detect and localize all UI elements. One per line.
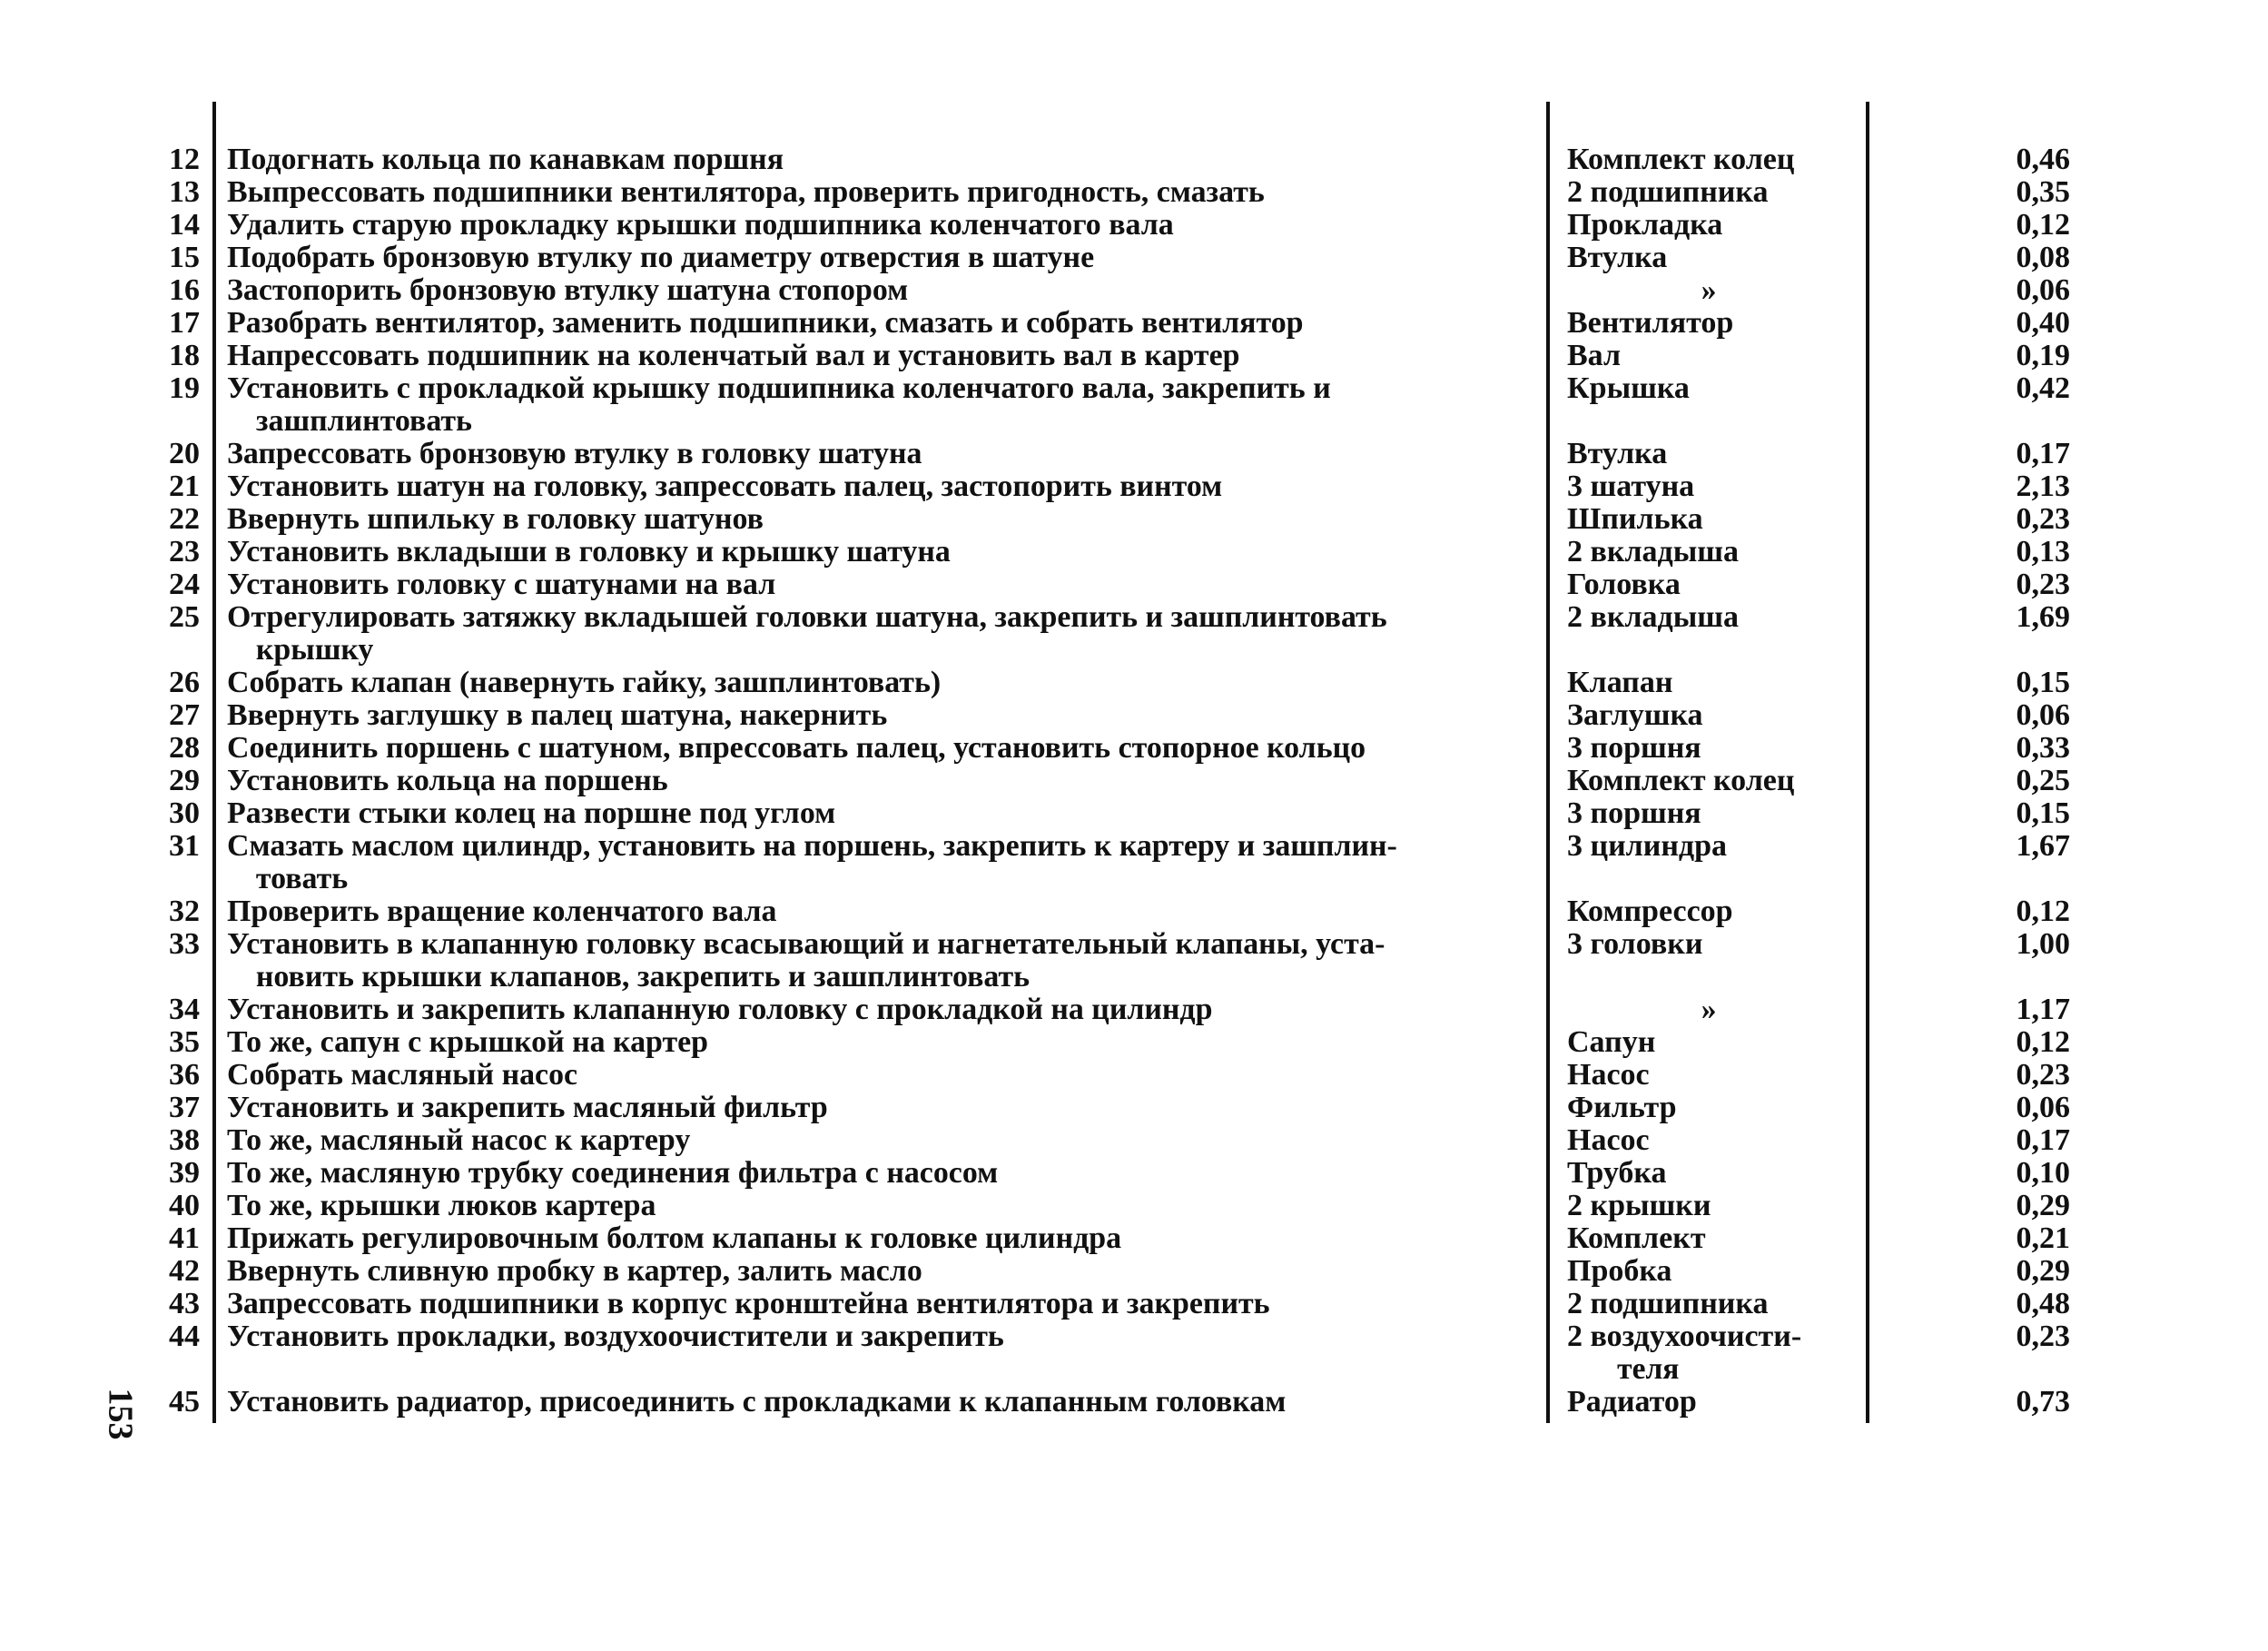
operation-text [227, 1190, 1543, 1222]
part-line: » [1701, 273, 1717, 307]
operation-line: Собрать клапан (навернуть гайку, зашплинтовать) [227, 666, 942, 699]
time-norm: 0,19 [2016, 339, 2070, 372]
time-norm: 0,17 [2016, 1123, 2070, 1157]
time-norm: 0,06 [2016, 1091, 2070, 1124]
part-name [1567, 1190, 1867, 1222]
part-name [1567, 438, 1867, 470]
row-number: 41 [169, 1221, 200, 1255]
part-name [1567, 765, 1867, 797]
part-line: 2 вкладыша [1567, 535, 1739, 568]
operation-line: Смазать маслом цилиндр, установить на поршень, закрепить к картеру и зашплин- [227, 829, 1397, 863]
part-line: 2 крышки [1567, 1189, 1711, 1222]
time-norm: 0,23 [2016, 502, 2070, 536]
part-name [1567, 143, 1867, 176]
operation-text [227, 667, 1543, 699]
time-norm: 2,13 [2016, 470, 2070, 503]
operation-line: Установить и закрепить масляный фильтр [227, 1091, 828, 1124]
operation-line: То же, крышки люков картера [227, 1189, 656, 1222]
operation-text [227, 242, 1543, 274]
operation-text [227, 1157, 1543, 1190]
operation-line: Разобрать вентилятор, заменить подшипники, смазать и собрать вентилятор [227, 306, 1304, 340]
time-norm: 0,33 [2016, 731, 2070, 765]
part-name [1567, 1386, 1867, 1419]
row-number: 27 [169, 698, 200, 732]
part-line: 3 шатуна [1567, 470, 1695, 503]
row-number: 29 [169, 764, 200, 797]
part-line: 2 подшипника [1567, 175, 1769, 209]
part-name [1567, 1124, 1867, 1157]
operation-line: Установить в клапанную головку всасывающий и нагнетательный клапаны, уста- [227, 927, 1385, 961]
row-number: 37 [169, 1091, 200, 1124]
row-number: 13 [169, 175, 200, 209]
part-line: Крышка [1567, 371, 1690, 405]
part-line: 2 подшипника [1567, 1287, 1769, 1320]
time-norm: 1,17 [2016, 993, 2070, 1026]
part-name [1567, 830, 1867, 863]
part-name [1567, 1320, 1867, 1386]
operation-line: Выпрессовать подшипники вентилятора, проверить пригодность, смазать [227, 175, 1265, 209]
operation-text [227, 143, 1543, 176]
part-name [1567, 1222, 1867, 1255]
operation-text [227, 1320, 1543, 1353]
operation-text [227, 1026, 1543, 1059]
row-number: 18 [169, 339, 200, 372]
row-number: 14 [169, 208, 200, 242]
time-norm: 0,73 [2016, 1385, 2070, 1419]
time-norm: 0,10 [2016, 1156, 2070, 1190]
part-name [1567, 928, 1867, 961]
operation-line: Установить прокладки, воздухоочистители и закрепить [227, 1320, 1004, 1353]
part-name [1567, 307, 1867, 340]
row-number: 36 [169, 1058, 200, 1092]
row-number: 22 [169, 502, 200, 536]
part-line: 2 воздухоочисти- [1567, 1320, 1802, 1353]
row-number: 31 [169, 829, 200, 863]
operation-text [227, 797, 1543, 830]
time-norm: 0,23 [2016, 1058, 2070, 1092]
operation-text [227, 209, 1543, 242]
part-name [1567, 601, 1867, 634]
row-number: 12 [169, 143, 200, 176]
row-number: 32 [169, 895, 200, 928]
part-name [1567, 1026, 1867, 1059]
time-norm: 0,21 [2016, 1221, 2070, 1255]
row-number: 16 [169, 273, 200, 307]
time-norm: 0,35 [2016, 175, 2070, 209]
row-number: 21 [169, 470, 200, 503]
operation-line: Собрать масляный насос [227, 1058, 578, 1092]
time-norm: 0,12 [2016, 895, 2070, 928]
part-name [1567, 340, 1867, 372]
part-name [1567, 732, 1867, 765]
operation-text [227, 274, 1543, 307]
time-norm: 0,12 [2016, 208, 2070, 242]
part-name [1567, 699, 1867, 732]
part-line: Фильтр [1567, 1091, 1677, 1124]
operation-line: То же, масляную трубку соединения фильтра с насосом [227, 1156, 999, 1190]
part-name [1567, 503, 1867, 536]
part-line: Вентилятор [1567, 306, 1734, 340]
operation-line: Установить кольца на поршень [227, 764, 668, 797]
part-line: Шпилька [1567, 502, 1703, 536]
operation-line: Установить головку с шатунами на вал [227, 568, 776, 601]
part-line: Радиатор [1567, 1385, 1697, 1419]
time-norm: 0,06 [2016, 698, 2070, 732]
operation-text [227, 928, 1543, 994]
operation-line: зашплинтовать [255, 404, 472, 438]
operation-text [227, 1092, 1543, 1124]
part-line: Насос [1567, 1058, 1650, 1092]
time-norm: 0,08 [2016, 241, 2070, 274]
operation-line: Ввернуть заглушку в палец шатуна, накернить [227, 698, 888, 732]
part-line: Головка [1567, 568, 1681, 601]
time-norm: 0,23 [2016, 568, 2070, 601]
part-line: Комплект [1567, 1221, 1706, 1255]
operation-line: Развести стыки колец на поршне под углом [227, 796, 836, 830]
part-line: Комплект колец [1567, 764, 1795, 797]
operation-text [227, 732, 1543, 765]
part-line: Вал [1567, 339, 1622, 372]
time-norm: 0,15 [2016, 796, 2070, 830]
part-name [1567, 797, 1867, 830]
operation-text [227, 1288, 1543, 1320]
row-number: 34 [169, 993, 200, 1026]
operation-line: То же, сапун с крышкой на картер [227, 1025, 708, 1059]
part-name [1567, 1092, 1867, 1124]
part-line: 3 поршня [1567, 731, 1701, 765]
row-number: 40 [169, 1189, 200, 1222]
operation-text [227, 1222, 1543, 1255]
row-number: 45 [169, 1385, 200, 1419]
time-norm: 0,15 [2016, 666, 2070, 699]
operation-text [227, 372, 1543, 438]
part-line: Втулка [1567, 437, 1668, 470]
time-norm: 0,25 [2016, 764, 2070, 797]
row-number: 44 [169, 1320, 200, 1353]
row-number: 42 [169, 1254, 200, 1288]
time-norm: 0,42 [2016, 371, 2070, 405]
row-number: 20 [169, 437, 200, 470]
operation-text [227, 994, 1543, 1026]
row-number: 33 [169, 927, 200, 961]
row-number: 28 [169, 731, 200, 765]
part-line: Заглушка [1567, 698, 1703, 732]
column-divider-middle [1546, 102, 1550, 1423]
operation-line: Проверить вращение коленчатого вала [227, 895, 777, 928]
row-number: 43 [169, 1287, 200, 1320]
part-line: 3 головки [1567, 927, 1703, 961]
time-norm: 0,46 [2016, 143, 2070, 176]
operation-text [227, 470, 1543, 503]
part-name [1567, 536, 1867, 568]
time-norm: 0,12 [2016, 1025, 2070, 1059]
operation-line: То же, масляный насос к картеру [227, 1123, 691, 1157]
row-number: 25 [169, 600, 200, 634]
part-line: Трубка [1567, 1156, 1667, 1190]
part-name [1567, 1288, 1867, 1320]
operation-text [227, 176, 1543, 209]
operation-line: Запрессовать бронзовую втулку в головку шатуна [227, 437, 922, 470]
operation-text [227, 765, 1543, 797]
part-name [1567, 994, 1867, 1026]
operation-text [227, 536, 1543, 568]
operation-line: Ввернуть сливную пробку в картер, залить масло [227, 1254, 922, 1288]
row-number: 39 [169, 1156, 200, 1190]
operation-text [227, 568, 1543, 601]
operation-line: Напрессовать подшипник на коленчатый вал и установить вал в картер [227, 339, 1240, 372]
part-name [1567, 176, 1867, 209]
operation-line: Соединить поршень с шатуном, впрессовать палец, установить стопорное кольцо [227, 731, 1366, 765]
column-divider-left [212, 102, 216, 1423]
part-name [1567, 242, 1867, 274]
part-line: Прокладка [1567, 208, 1723, 242]
operation-text [227, 438, 1543, 470]
time-norm: 0,23 [2016, 1320, 2070, 1353]
time-norm: 0,13 [2016, 535, 2070, 568]
row-number: 30 [169, 796, 200, 830]
part-name [1567, 372, 1867, 405]
operation-line: Установить вкладыши в головку и крышку шатуна [227, 535, 951, 568]
part-name [1567, 1255, 1867, 1288]
row-number: 17 [169, 306, 200, 340]
operation-line: Установить шатун на головку, запрессовать палец, застопорить винтом [227, 470, 1223, 503]
time-norm: 0,29 [2016, 1254, 2070, 1288]
operation-line: Отрегулировать затяжку вкладышей головки шатуна, закрепить и зашплинтовать [227, 600, 1387, 634]
time-norm: 0,48 [2016, 1287, 2070, 1320]
operation-line: Подогнать кольца по канавкам поршня [227, 143, 784, 176]
operation-text [227, 307, 1543, 340]
operation-line: Ввернуть шпильку в головку шатунов [227, 502, 764, 536]
operation-text [227, 830, 1543, 895]
part-line: Пробка [1567, 1254, 1672, 1288]
operation-text [227, 503, 1543, 536]
operation-text [227, 1124, 1543, 1157]
operation-text [227, 1386, 1543, 1419]
operation-text [227, 1059, 1543, 1092]
operation-line: товать [255, 862, 349, 895]
part-line: Компрессор [1567, 895, 1733, 928]
part-line: Комплект колец [1567, 143, 1795, 176]
operation-text [227, 601, 1543, 667]
row-number: 24 [169, 568, 200, 601]
operation-line: Установить с прокладкой крышку подшипника коленчатого вала, закрепить и [227, 371, 1331, 405]
row-number: 23 [169, 535, 200, 568]
part-line: Сапун [1567, 1025, 1656, 1059]
time-norm: 0,40 [2016, 306, 2070, 340]
row-number: 15 [169, 241, 200, 274]
operation-line: крышку [255, 633, 374, 667]
operation-line: Запрессовать подшипники в корпус кронштейна вентилятора и закрепить [227, 1287, 1270, 1320]
part-line: Втулка [1567, 241, 1668, 274]
part-name [1567, 895, 1867, 928]
time-norm: 1,00 [2016, 927, 2070, 961]
time-norm: 0,29 [2016, 1189, 2070, 1222]
operation-line: Установить и закрепить клапанную головку с прокладкой на цилиндр [227, 993, 1213, 1026]
part-line: теля [1617, 1352, 1680, 1386]
time-norm: 0,17 [2016, 437, 2070, 470]
part-line: 2 вкладыша [1567, 600, 1739, 634]
operation-line: Подобрать бронзовую втулку по диаметру отверстия в шатуне [227, 241, 1095, 274]
page-number: 153 [101, 1388, 140, 1440]
row-number: 26 [169, 666, 200, 699]
part-name [1567, 667, 1867, 699]
operation-line: Прижать регулировочным болтом клапаны к головке цилиндра [227, 1221, 1122, 1255]
row-number: 38 [169, 1123, 200, 1157]
time-norm: 1,67 [2016, 829, 2070, 863]
operation-text [227, 1255, 1543, 1288]
part-name [1567, 470, 1867, 503]
part-name [1567, 1059, 1867, 1092]
part-line: » [1701, 993, 1717, 1026]
row-number: 35 [169, 1025, 200, 1059]
part-line: Клапан [1567, 666, 1673, 699]
part-name [1567, 209, 1867, 242]
part-line: 3 поршня [1567, 796, 1701, 830]
operation-text [227, 699, 1543, 732]
operation-line: новить крышки клапанов, закрепить и зашплинтовать [255, 960, 1030, 994]
part-line: Насос [1567, 1123, 1650, 1157]
row-number: 19 [169, 371, 200, 405]
operation-line: Удалить старую прокладку крышки подшипника коленчатого вала [227, 208, 1174, 242]
operation-line: Установить радиатор, присоединить с прокладками к клапанным головкам [227, 1385, 1287, 1419]
part-line: 3 цилиндра [1567, 829, 1728, 863]
operation-line: Застопорить бронзовую втулку шатуна стопором [227, 273, 909, 307]
time-norm: 1,69 [2016, 600, 2070, 634]
part-name [1567, 1157, 1867, 1190]
operation-text [227, 895, 1543, 928]
part-name [1567, 274, 1867, 307]
operation-text [227, 340, 1543, 372]
time-norm: 0,06 [2016, 273, 2070, 307]
part-name [1567, 568, 1867, 601]
